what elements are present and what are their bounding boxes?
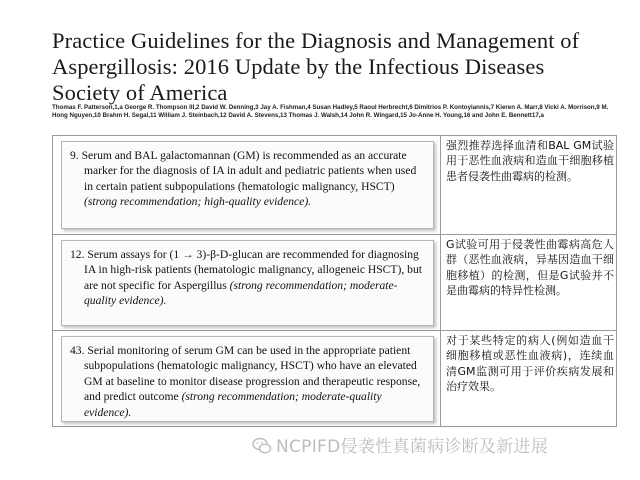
recommendation-box: [61, 141, 434, 229]
recommendation-text: Serial monitoring of serum GM can be used in the appropriate patient subpopulations (hematologic malignancy, HSCT) who have an elevated GM at baseline to monitor disease progression and therapeutic response, and predict outcome: [84, 344, 421, 404]
table-row: [53, 234, 616, 331]
chinese-translation: 对于某些特定的病人(例如造血干细胞移植或恶性血液病)，连续血清GM监测可用于评价疾病发展和治疗效果。: [446, 334, 614, 394]
watermark-text: NCPIFD侵袭性真菌病诊断及新进展: [276, 437, 549, 457]
recommendation-text: Serum and BAL galactomannan (GM) is recommended as an accurate marker for the diagnosis of IA in adult and pediatric patients when used in certain patient subpopulations (hematologic malignancy, HSCT): [81, 149, 417, 193]
english-cell: [53, 331, 441, 427]
english-cell: [53, 235, 441, 331]
article-title: Practice Guidelines for the Diagnosis and Management of Aspergillosis: 2016 Update by the Infectious Diseases Society of America: [52, 28, 580, 105]
recommendation-box: [61, 336, 434, 422]
recommendation-box: [61, 240, 434, 326]
recommendation-strength: (strong recommendation; moderate-quality evidence).: [84, 390, 382, 419]
chinese-translation: G试验可用于侵袭性曲霉病高危人群（恶性血液病，异基因造血干细胞移植）的检测，但是G试验并不是曲霉病的特异性检测。: [446, 238, 614, 298]
recommendation-number: 43.: [70, 344, 85, 357]
recommendation-strength: (strong recommendation; moderate-quality evidence).: [84, 278, 398, 308]
recommendation-number: 12.: [70, 248, 85, 261]
chinese-translation: 强烈推荐选择血清和BAL GM试验用于恶性血液病和造血干细胞移植患者侵袭性曲霉病的检测。: [446, 139, 614, 183]
recommendation-strength: (strong recommendation; high-quality evidence).: [84, 195, 312, 209]
watermark: [252, 432, 548, 460]
recommendation-number: 9.: [70, 149, 79, 162]
recommendation-text: Serum assays for (1 → 3)-β-D-glucan are recommended for diagnosing IA in high-risk patients (hematologic malignancy, allogeneic HSCT), but are not specific for Aspergillus: [84, 248, 422, 292]
wechat-logo-icon: [252, 437, 272, 460]
table-row: [53, 330, 616, 427]
english-cell: [53, 136, 441, 234]
author-list: Thomas F. Patterson,1,a George R. Thompson III,2 David W. Denning,3 Jay A. Fishman,4 Susan Hadley,5 Raoul Herbrecht,6 Dimitrios P. Kontoyiannis,7 Kieren A. Marr,8 Vicki A. Morrison,9 M. Hong Nguyen,10 Brahm H. Segal,11 William J. Steinbach,12 David A. Stevens,13 Thomas J. Walsh,14 John R. Wingard,15 Jo-Anne H. Young,16 and John E. Bennett17,a: [52, 104, 609, 120]
recommendations-table: [52, 135, 617, 427]
table-row: [53, 136, 616, 234]
